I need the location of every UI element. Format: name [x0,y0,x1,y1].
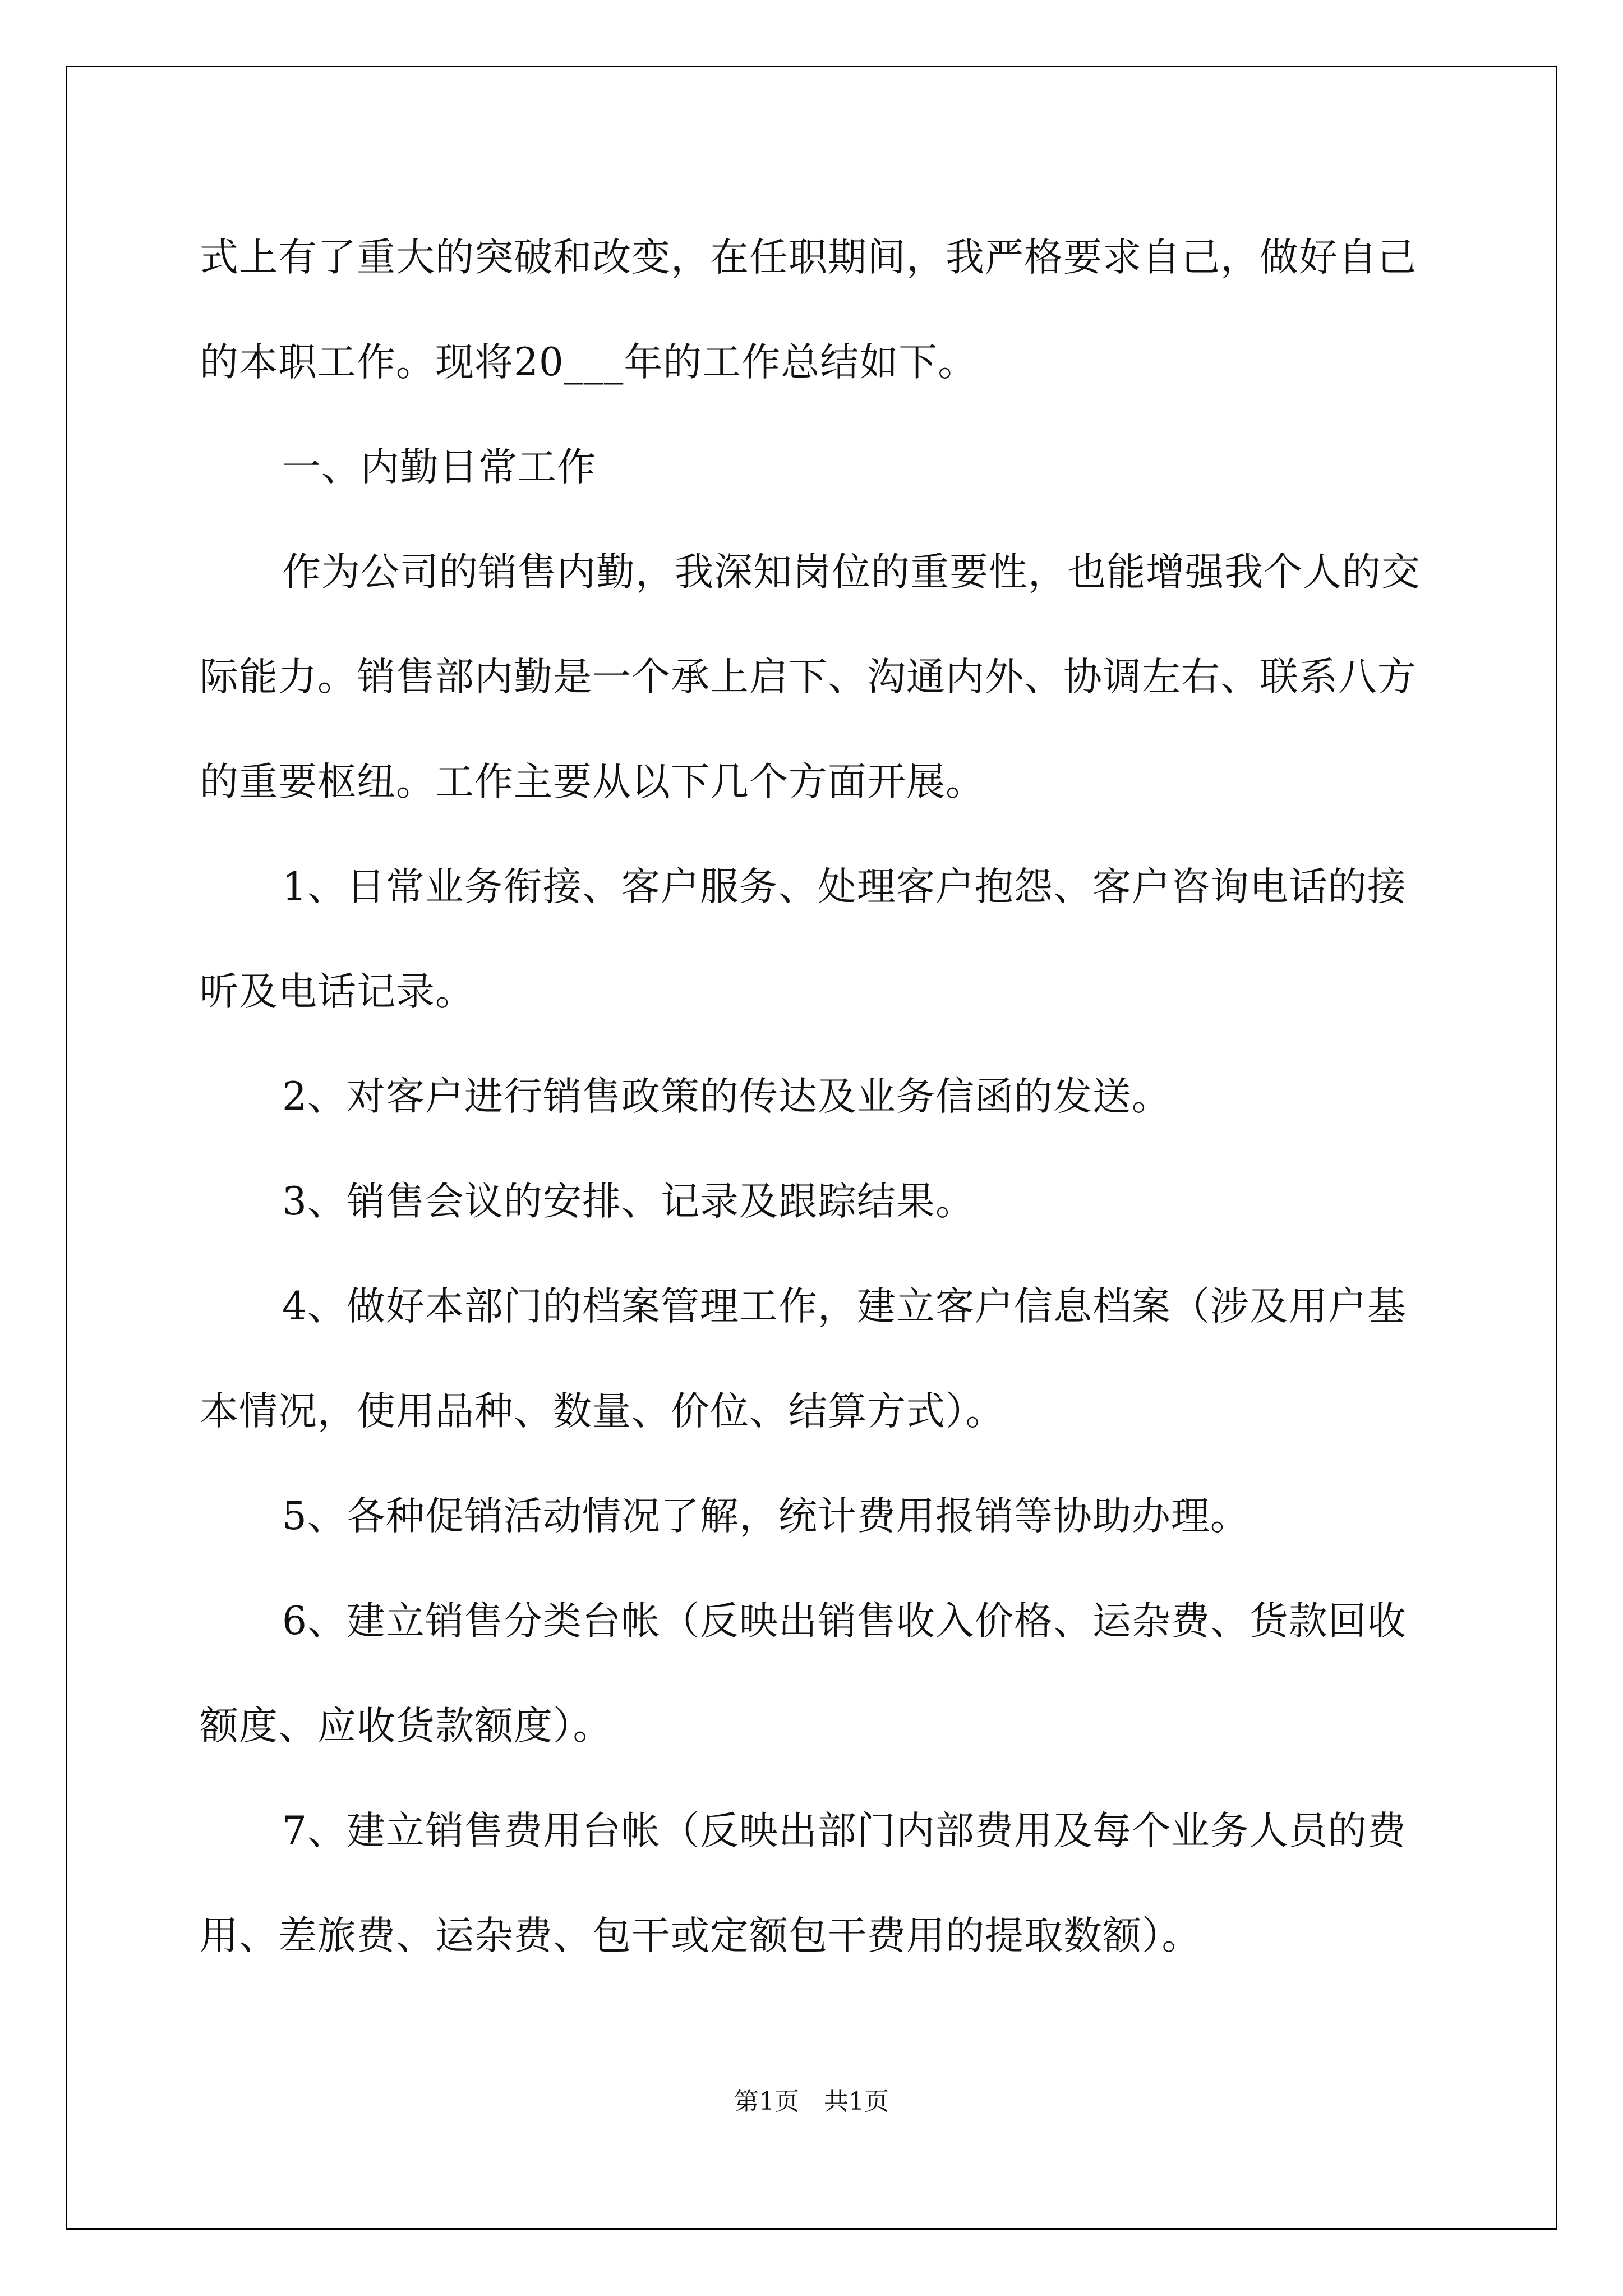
list-item-5: 5、各种促销活动情况了解，统计费用报销等协助办理。 [282,1494,1249,1539]
document-body [200,205,1426,1989]
list-item-1: 1、日常业务衔接、客户服务、处理客户抱怨、客户咨询电话的接听及电话记录。 [200,864,1407,1014]
paragraph-role: 作为公司的销售内勤，我深知岗位的重要性，也能增强我个人的交际能力。销售部内勤是一个承上启下、沟通内外、协调左右、联系八方的重要枢纽。工作主要从以下几个方面开展。 [200,550,1421,804]
page-total: 共1页 [824,2087,889,2116]
list-item-7: 7、建立销售费用台帐（反映出部门内部费用及每个业务人员的费用、差旅费、运杂费、包干或定额包干费用的提取数额）。 [200,1809,1407,1958]
page-number: 第1页 [734,2087,799,2116]
list-item-3: 3、销售会议的安排、记录及跟踪结果。 [282,1179,975,1224]
section-heading: 一、内勤日常工作 [282,445,596,490]
list-item-2: 2、对客户进行销售政策的传达及业务信函的发送。 [282,1074,1171,1119]
page-footer [0,2085,1623,2119]
list-item-4: 4、做好本部门的档案管理工作，建立客户信息档案（涉及用户基本情况，使用品种、数量、价位、结算方式）。 [200,1284,1407,1434]
list-item-6: 6、建立销售分类台帐（反映出销售收入价格、运杂费、货款回收额度、应收货款额度）。 [200,1599,1407,1749]
paragraph-intro: 式上有了重大的突破和改变，在任职期间，我严格要求自己，做好自己的本职工作。现将20___年的工作总结如下。 [200,235,1417,385]
